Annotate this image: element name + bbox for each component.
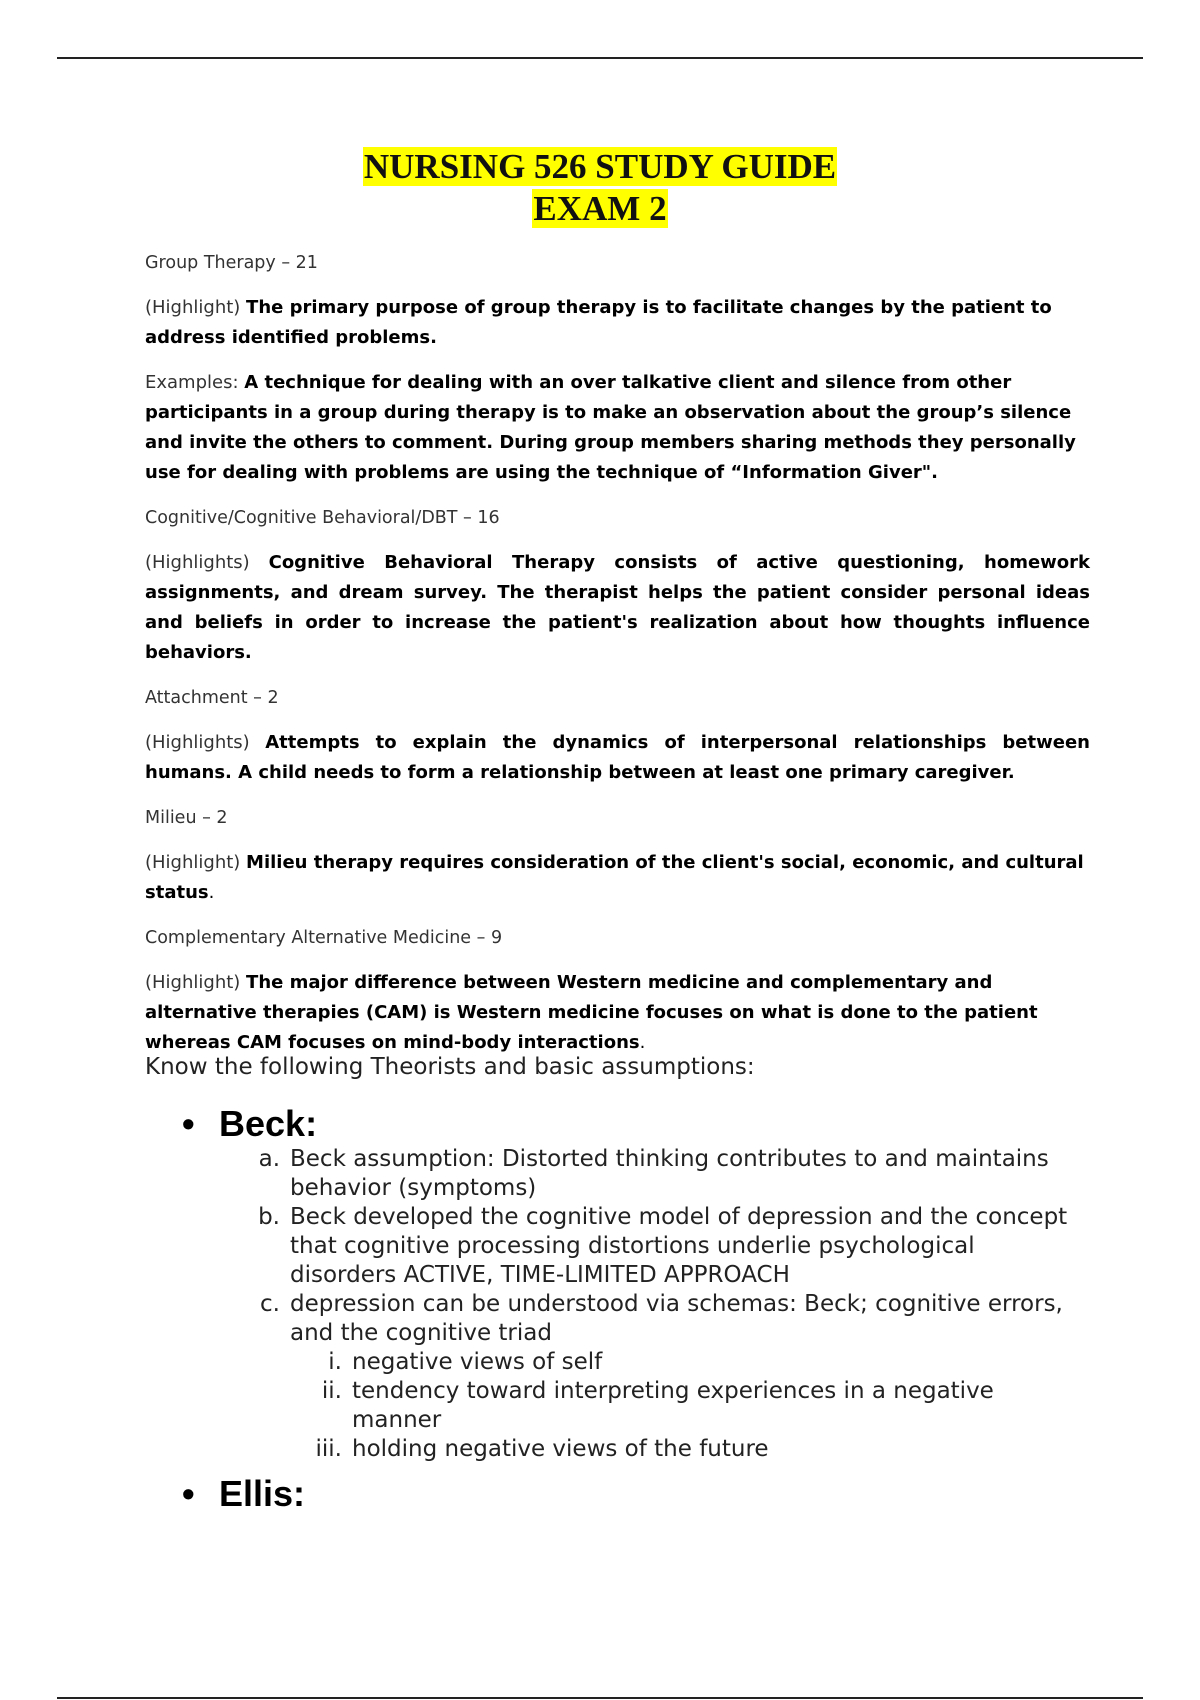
paragraph-examples [145,368,1090,488]
list-item [280,1377,1070,1435]
list-marker: b. [258,1204,280,1230]
paragraph-lead: (Highlight) [145,852,241,873]
list-text: depression can be understood via schemas: Beck; cognitive errors, and the cognitive triad [290,1291,1063,1346]
title-line-1: NURSING 526 STUDY GUIDE [363,147,837,186]
paragraph-trail: . [639,1032,646,1053]
section-heading-attachment: Attachment – 2 [145,688,279,708]
bullet-icon: • [182,1103,195,1144]
paragraph-body: Attempts to explain the dynamics of interpersonal relationships between humans. A child needs to form a relationship between at least one primary caregiver. [145,732,1090,783]
beck-points [250,1145,1070,1464]
paragraph-cam [145,968,1090,1058]
paragraph-body: Milieu therapy requires consideration of the client's social, economic, and cultural status [145,852,1084,903]
paragraph-lead: Examples: [145,372,239,393]
list-text: tendency toward interpreting experiences in a negative manner [352,1378,994,1433]
top-rule [57,57,1143,59]
bottom-rule [57,1697,1143,1699]
theorist-name: Beck: [219,1103,318,1144]
list-text: Beck developed the cognitive model of depression and the concept that cognitive processing distortions underlie psychological disorders ACTIVE, TIME-LIMITED APPROACH [290,1204,1068,1288]
study-notes [145,248,1090,1073]
paragraph-body: A technique for dealing with an over talkative client and silence from other participants in a group during therapy is to make an observation about the group’s silence and invite the others to comment. During group members sharing methods they personally use for dealing with problems are using the technique of “Information Giver". [145,372,1076,483]
list-text: negative views of self [352,1349,603,1375]
title-line-2: EXAM 2 [533,189,667,228]
paragraph-lead: (Highlights) [145,732,250,753]
theorist-beck [182,1103,317,1145]
section-heading-cam: Complementary Alternative Medicine – 9 [145,928,503,948]
list-marker: c. [260,1291,280,1317]
paragraph-lead: (Highlight) [145,297,241,318]
list-marker: a. [258,1146,280,1172]
section-heading-group-therapy: Group Therapy – 21 [145,253,318,273]
list-text: holding negative views of the future [352,1436,769,1462]
paragraph-lead: (Highlight) [145,972,241,993]
document-title [0,146,1200,230]
theorist-ellis [182,1473,305,1515]
list-item [280,1435,1070,1464]
cognitive-triad-list [280,1348,1070,1464]
list-text: Beck assumption: Distorted thinking contributes to and maintains behavior (symptoms) [290,1146,1049,1201]
paragraph-trail: . [208,882,215,903]
list-marker: iii. [315,1436,342,1462]
section-heading-milieu: Milieu – 2 [145,808,228,828]
list-item [250,1203,1070,1290]
paragraph-lead: (Highlights) [145,552,250,573]
bullet-icon: • [182,1473,195,1514]
paragraph-milieu [145,848,1090,908]
paragraph-body: Cognitive Behavioral Therapy consists of active questioning, homework assignments, and dream survey. The therapist helps the patient consider personal ideas and beliefs in order to increase the patient's realization about how thoughts influence behaviors. [145,552,1090,663]
paragraph-body: The primary purpose of group therapy is to facilitate changes by the patient to address identified problems. [145,297,1052,348]
list-item [250,1290,1070,1348]
theorists-intro: Know the following Theorists and basic assumptions: [145,1054,755,1080]
paragraph-group-therapy [145,293,1090,353]
list-item [280,1348,1070,1377]
list-marker: i. [328,1349,342,1375]
paragraph-attachment [145,728,1090,788]
paragraph-cbt [145,548,1090,668]
section-heading-cbt: Cognitive/Cognitive Behavioral/DBT – 16 [145,508,500,528]
theorist-name: Ellis: [219,1473,306,1514]
paragraph-body: The major difference between Western medicine and complementary and alternative therapies (CAM) is Western medicine focuses on what is done to the patient whereas CAM focuses on mind-body interactions [145,972,1038,1053]
list-marker: ii. [321,1378,342,1404]
list-item [250,1145,1070,1203]
